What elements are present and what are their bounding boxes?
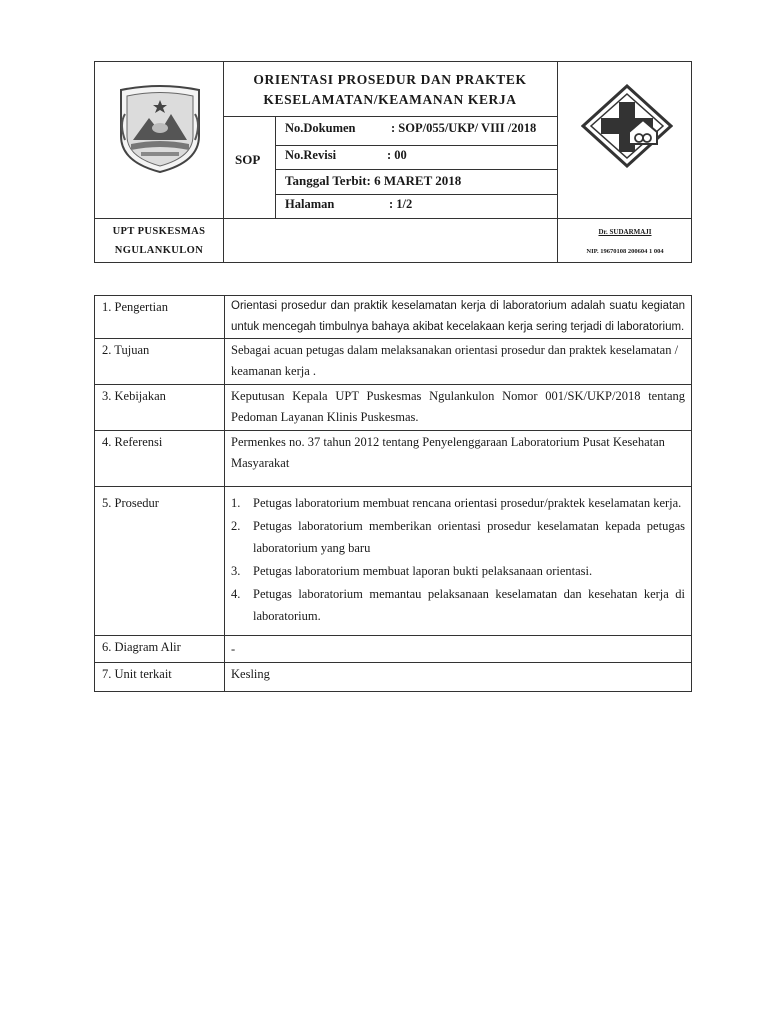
- table-row: [95, 663, 692, 692]
- puskesmas-logo: [581, 84, 673, 168]
- section-label: 7. Unit terkait: [95, 663, 225, 692]
- signer-nip: NIP. 19670108 200604 1 004: [586, 248, 664, 255]
- step-number: 2.: [231, 519, 241, 533]
- step-number: 1.: [231, 496, 241, 510]
- sop-content-table: [94, 295, 692, 692]
- section-content: [225, 487, 692, 636]
- unit-line-1: UPT PUSKESMAS: [112, 226, 206, 237]
- meta-label: Halaman: [285, 197, 335, 211]
- section-content: Sebagai acuan petugas dalam melaksanakan orientasi prosedur dan praktek keselamatan / keamanan kerja .: [225, 339, 692, 385]
- section-label: 5. Prosedur: [95, 487, 225, 636]
- meta-value: : 1/2: [389, 197, 413, 211]
- section-content: -: [225, 636, 692, 663]
- title-line-1: ORIENTASI PROSEDUR DAN PRAKTEK: [253, 72, 527, 87]
- table-row: [95, 296, 692, 339]
- table-row: [95, 385, 692, 431]
- step-text: Petugas laboratorium memberikan orientasi prosedur keselamatan kepada petugas laboratorium yang baru: [253, 519, 685, 555]
- title-line-2: KESELAMATAN/KEAMANAN KERJA: [263, 92, 517, 107]
- meta-row-tanggal-terbit: [285, 173, 461, 189]
- meta-label: Tanggal Terbit: [285, 173, 367, 188]
- section-label: 6. Diagram Alir: [95, 636, 225, 663]
- table-row: [95, 431, 692, 487]
- step-text: Petugas laboratorium memantau pelaksanaan keselamatan dan kesehatan kerja di laboratorium.: [253, 587, 685, 623]
- table-row: [95, 487, 692, 636]
- meta-value: : 6 MARET 2018: [366, 173, 462, 188]
- sop-label: SOP: [235, 152, 261, 167]
- procedure-step: [231, 560, 685, 582]
- procedure-step: [231, 583, 685, 627]
- meta-row-halaman: [285, 197, 412, 212]
- step-number: 4.: [231, 587, 241, 601]
- section-content: Kesling: [225, 663, 692, 692]
- table-row: [95, 636, 692, 663]
- meta-row-no-dokumen: [285, 121, 536, 136]
- step-text: Petugas laboratorium membuat laporan bukti pelaksanaan orientasi.: [253, 564, 593, 578]
- procedure-steps: [231, 492, 685, 627]
- regency-crest-logo: [117, 84, 203, 174]
- section-content: Orientasi prosedur dan praktik keselamatan kerja di laboratorium adalah suatu kegiatan untuk mencegah timbulnya bahaya akibat kecelakaan kerja sering terjadi di laboratorium.: [225, 296, 692, 339]
- meta-value: : SOP/055/UKP/ VIII /2018: [391, 121, 537, 135]
- procedure-step: [231, 515, 685, 559]
- section-label: 2. Tujuan: [95, 339, 225, 385]
- procedure-step: [231, 492, 685, 514]
- document-title: [223, 70, 557, 110]
- unit-name: [95, 222, 223, 260]
- sop-header: [94, 61, 692, 263]
- section-label: 3. Kebijakan: [95, 385, 225, 431]
- meta-row-no-revisi: [285, 148, 407, 163]
- step-text: Petugas laboratorium membuat rencana orientasi prosedur/praktek keselamatan kerja.: [253, 496, 682, 510]
- section-content: Keputusan Kepala UPT Puskesmas Ngulankulon Nomor 001/SK/UKP/2018 tentang Pedoman Layanan Klinis Puskesmas.: [225, 385, 692, 431]
- table-row: [95, 339, 692, 385]
- meta-label: No.Revisi: [285, 148, 337, 162]
- section-label: 4. Referensi: [95, 431, 225, 487]
- unit-line-2: NGULANKULON: [114, 245, 204, 256]
- step-number: 3.: [231, 564, 241, 578]
- meta-value: : 00: [387, 148, 407, 162]
- signer-name: Dr. SUDARMAJI: [598, 228, 652, 236]
- section-label: 1. Pengertian: [95, 296, 225, 339]
- meta-label: No.Dokumen: [285, 121, 356, 135]
- section-content: Permenkes no. 37 tahun 2012 tentang Penyelenggaraan Laboratorium Pusat Kesehatan Masyarakat: [225, 431, 692, 487]
